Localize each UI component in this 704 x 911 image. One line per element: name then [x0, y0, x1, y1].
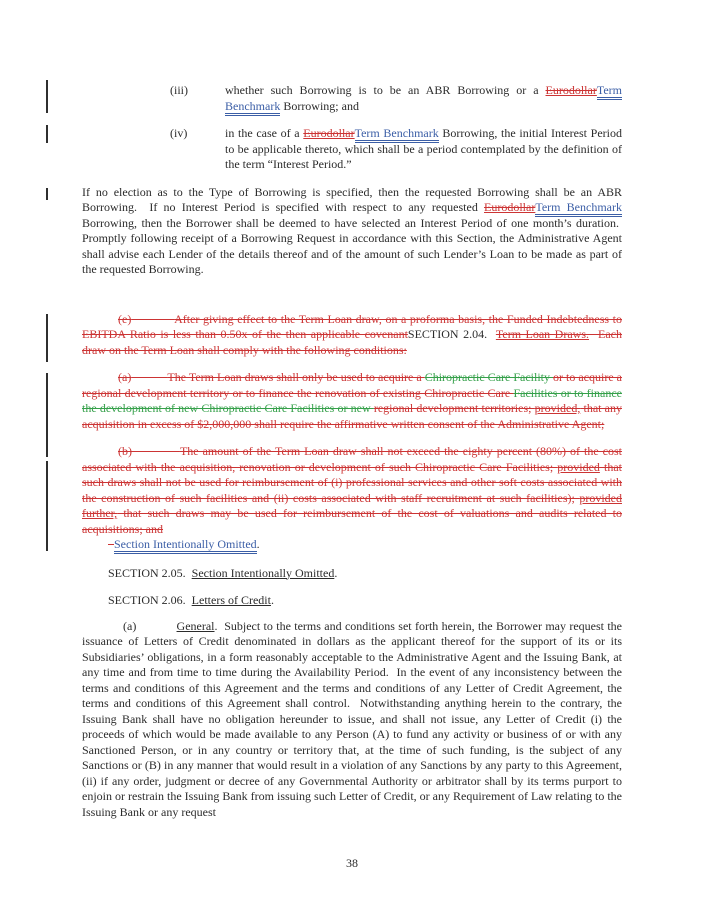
change-bar: [46, 314, 48, 362]
clause-iii-text: whether such Borrowing is to be an ABR Borrowing or a EurodollarTerm Benchmark Borrowing; and: [225, 83, 622, 116]
document-content: [82, 83, 622, 820]
deleted-paragraph-e: (e) After giving effect to the Term Loan draw, on a proforma basis, the Funded Indebtedness to EBITDA Ratio is less than 0.50x of the then applicable covenantSECTION 2.04. Term Loan Draws. Each draw on the Term Loan shall comply with the following conditions:: [82, 311, 622, 357]
clause-iii: [82, 83, 622, 114]
deleted-paragraph-b: (b) The amount of the Term Loan draw shall not exceed the eighty percent (80%) of the cost associated with the acquisition, renovation or development of such Chiropractic Care Facilities; provided that such draws shall not be used for reimbursement of (i) professional services and other soft costs associated with the construction of such facilities and (ii) costs associated with staff recruitment at such facilities); provided further, that such draws may be used for reimbursement of the cost of valuations and audits related to acquisitions; and: [82, 444, 623, 536]
clause-iii-label: (iii): [170, 83, 188, 97]
change-bar: [46, 80, 48, 113]
clause-iv-label: (iv): [170, 126, 188, 140]
section-2-06-heading: SECTION 2.06. Letters of Credit.: [108, 593, 274, 607]
paragraph-general: (a) General. Subject to the terms and conditions set forth herein, the Borrower may request the issuance of Letters of Credit denominated in dollars as the applicant thereof for the support of its or its Subsidiaries’ obligations, in a form reasonably acceptable to the Administrative Agent and the Issuing Bank, at any time and from time to time during the Availability Period. In the event of any inconsistency between the terms and conditions of this Agreement and the terms and conditions of any Letter of Credit Agreement, the terms and conditions of this Agreement shall control. Notwithstanding anything herein to the contrary, the Issuing Bank shall have no obligation hereunder to issue, and shall not issue, any Letter of Credit (i) the proceeds of which would be made available to any Person (A) to fund any activity or business of or with any Sanctioned Person, or in any country or territory that, at the time of such funding, is the subject of any Sanctions or (B) in any manner that would result in a violation of any Sanctions by any party to this Agreement, (ii) if any order, judgment or decree of any Governmental Authority or arbitrator shall by its terms purport to enjoin or restrain the Issuing Bank from issuing such Letter of Credit, or any Requirement of Law relating to the Issuing Bank or any request: [82, 618, 622, 819]
section-2-05-heading: SECTION 2.05. Section Intentionally Omitted.: [108, 565, 338, 580]
change-bar: [46, 188, 48, 200]
change-bar: [46, 373, 48, 457]
inserted-section-omitted-line: Section Intentionally Omitted.: [82, 537, 622, 553]
deleted-paragraph-a: (a) The Term Loan draws shall only be used to acquire a Chiropractic Care Facility or to acquire a regional development territory or to finance the renovation of existing Chiropractic Care Facilities or to finance the development of new Chiropractic Care Facilities or new regional development territories; provided, that any acquisition in excess of $2,000,000 shall require the affirmative written consent of the Administrative Agent;: [82, 370, 623, 431]
paragraph-no-election: If no election as to the Type of Borrowing is specified, then the requested Borrowing shall be an ABR Borrowing. If no Interest Period is specified with respect to any requested EurodollarTerm Benchmark Borrowing, then the Borrower shall be deemed to have selected an Interest Period of one month’s duration. Promptly following receipt of a Borrowing Request in accordance with this Section, the Administrative Agent shall advise each Lender of the details thereof and of the amount of such Lender’s Loan to be made as part of the requested Borrowing.: [82, 184, 622, 276]
change-bar: [46, 125, 48, 143]
change-bar: [46, 461, 48, 551]
page-number: 38: [346, 856, 358, 870]
clause-iv: [82, 126, 622, 173]
clause-iv-text: in the case of a EurodollarTerm Benchmark Borrowing, the initial Interest Period to be applicable thereto, which shall be a period contemplated by the definition of the term “Interest Period.”: [225, 126, 623, 171]
